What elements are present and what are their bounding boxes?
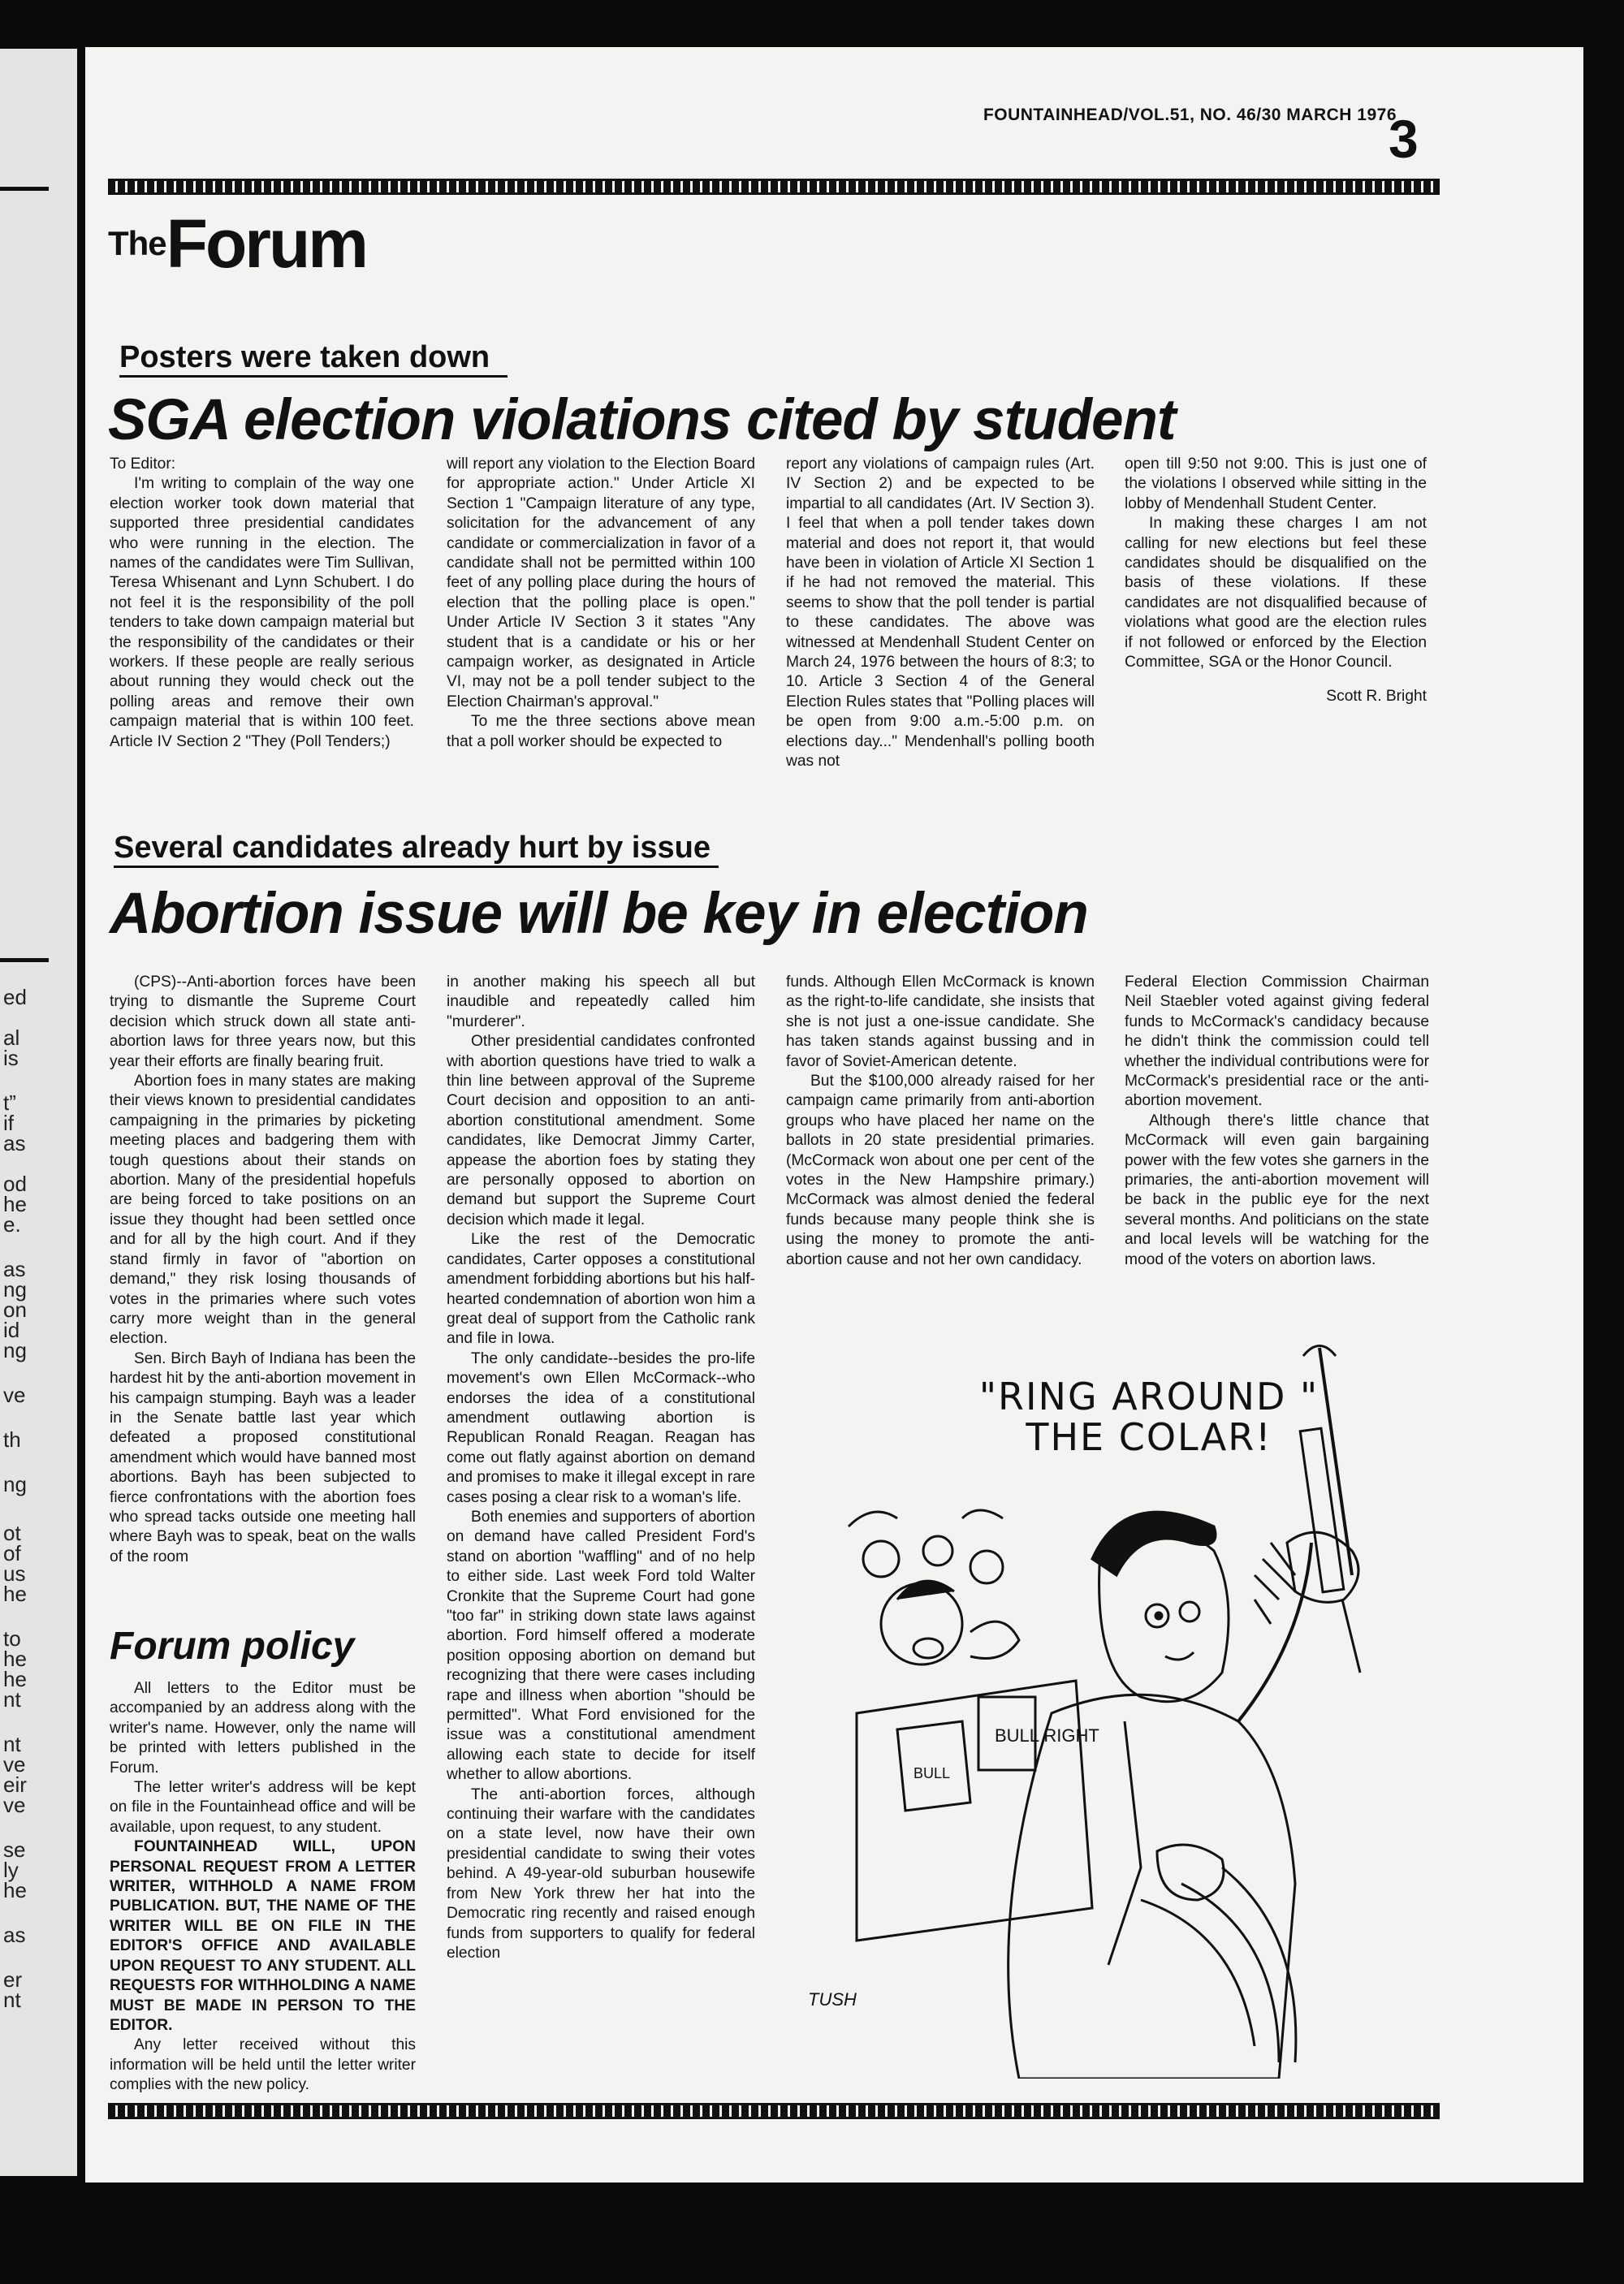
paragraph: In making these charges I am not calling for new elections but feel these candidates should be disqualified on the basis of these violations. If these candidates are not disqualified because of violations what good are the election rules if not followed or enforced by the Election Committee, SGA or the Honor Council. [1125,515,1427,671]
article1-headline: SGA election violations cited by student [108,388,1176,452]
prev-page-text-fragment: ng [3,1338,27,1362]
cartoon-sign-text: BULL RIGHT [995,1725,1099,1746]
masthead-the: The [108,224,166,262]
article2-col1 [110,973,416,1567]
prev-page-text-fragment: he [3,1667,27,1691]
prev-page-text-fragment: se [3,1837,26,1862]
paragraph: To me the three sections above mean that a poll worker should be expected to [447,713,755,750]
prev-page-text-fragment: is [3,1046,19,1070]
prev-page-text-fragment: nt [3,1988,21,2012]
prev-page-text-fragment: he [3,1192,27,1216]
cartoon-caption-line2: THE COLAR! [1026,1415,1272,1459]
policy-paragraph: Any letter received without this information will be held until the letter writer complies with the new policy. [110,2036,416,2094]
prev-page-text-fragment: al [3,1025,20,1050]
prev-page-text-fragment: to [3,1626,21,1651]
article1-col3 [786,455,1095,772]
prev-page-text-fragment: if [3,1111,14,1135]
prev-page-text-fragment: id [3,1318,20,1342]
paragraph: I'm writing to complain of the way one election worker took down material that supported three presidential candidates who were running in the election. The names of the candidates were Tim Sullivan, Teresa Whisenant and Lynn Schubert. I do not feel it is the responsibility of the poll tenders to take down campaign material but the responsibility of the candidates or their workers. If these people are really serious about running they would check out the polling areas and remove their own campaign material that is within 100 feet. Article IV Section 2 "They (Poll Tenders;) [110,475,414,750]
folio-line: FOUNTAINHEAD/VOL.51, NO. 46/30 MARCH 1976 [983,106,1397,124]
article1-kicker-underline [119,375,508,378]
prev-page-text-fragment: nt [3,1687,21,1712]
prev-page-text-fragment: ve [3,1383,26,1407]
prev-page-text-fragment: he [3,1582,27,1606]
cartoon-caption [938,1376,1360,1457]
page-number: 3 [1389,109,1419,169]
prev-page-text-fragment: as [3,1923,26,1947]
article2-kicker-underline [114,866,719,868]
prev-page-text-fragment: er [3,1967,23,1992]
prev-page-text-fragment: nt [3,1732,21,1756]
forum-masthead [108,203,366,284]
prev-page-text-fragment: us [3,1561,26,1586]
paragraph: report any violations of campaign rules (Art. IV Section 2) and be expected to be impartial to all candidates (Art. IV Section 3). I feel that when a poll tender takes down material and does not report it, that would have been in violation of Article XI Section 1 if he had not removed the material. This seems to show that the poll tender is partial to these candidates. The above was witnessed at Mendenhall Student Center on March 24, 1976 between the hours of 8:3; to 10. Article 3 Section 4 of the General Election Rules states that "Polling places will be open from 9:00 a.m.-5:00 p.m. on elections day..." Mendenhall's polling booth was not [786,456,1095,771]
prev-page-rule [0,187,49,191]
previous-page-edge [0,49,77,2176]
paragraph: funds. Although Ellen McCormack is known as the right-to-life candidate, she insists that she is not just a one-issue candidate. She has taken stands against bussing and in favor of Soviet-American detente. [786,974,1095,1070]
article1-col1 [110,455,414,752]
paragraph: To Editor: [110,456,176,473]
prev-page-text-fragment: ve [3,1752,26,1777]
article2-headline: Abortion issue will be key in election [110,882,1088,946]
paragraph: Both enemies and supporters of abortion on demand have called President Ford's stand on abortion "waffling" and of no help to either side. Last week Ford told Walter Cronkite that the Supreme Court had gone "too far" in striking down state laws against abortion. Ford himself offered a moderate position opposing abortion on demand but recognizing that there were cases including rape and illness when abortion "should be permitted". What Ford envisioned for the issue was a constitutional amendment allowing each state to decide for itself whether to allow abortions. [447,1508,755,1784]
paragraph: Like the rest of the Democratic candidates, Carter opposes a constitutional amendment forbidding abortions but his half-hearted condemnation of abortion won him a great deal of support from the Catholic rank and file in Iowa. [447,1231,755,1348]
prev-page-text-fragment: t” [3,1090,16,1115]
prev-page-text-fragment: he [3,1647,27,1671]
prev-page-text-fragment: ot [3,1521,21,1545]
prev-page-text-fragment: e. [3,1212,21,1237]
paragraph: open till 9:50 not 9:00. This is just one of the violations I observed while sitting in the lobby of Mendenhall Student Center. [1125,456,1427,512]
article2-col2 [447,973,755,1963]
paragraph: (CPS)--Anti-abortion forces have been trying to dismantle the Supreme Court decision which struck down all state anti-abortion laws for three years now, but this year their efforts are finally bearing fruit. [110,974,416,1070]
cartoon-poster-text: BULL [914,1765,951,1781]
paragraph: The anti-abortion forces, although continuing their warfare with the candidates on a state level, now have their own presidential candidate to swing their votes behind. A 49-year-old suburban housewife from New York threw her hat into the Democratic ring recently and raised enough funds from supporters to qualify for federal election [447,1785,755,1962]
article2-col4 [1125,973,1429,1270]
policy-paragraph: All letters to the Editor must be accompanied by an address along with the writer's name. However, only the name will be printed with letters published in the Forum. [110,1680,416,1777]
policy-paragraph: The letter writer's address will be kept on file in the Fountainhead office and will be available, upon request, to any student. [110,1779,416,1836]
forum-policy-title: Forum policy [110,1625,355,1668]
prev-page-text-fragment: as [3,1257,26,1281]
cartoon-caption-line1: "RING AROUND " [978,1375,1320,1418]
prev-page-rule [0,958,49,962]
paragraph: Sen. Birch Bayh of Indiana has been the hardest hit by the anti-abortion movement in his campaign stumping. Bayh was a leader in the Senate battle last year which defeated a proposed constitutional amendment which would have banned most abortions. Bayh has been subjected to fierce confrontations with the abortion foes who spread tacks outside one meeting hall where Bayh was to speak, beat on the walls of the room [110,1349,416,1565]
paragraph: Federal Election Commission Chairman Neil Staebler voted against giving federal funds to McCormack's candidacy because he didn't think the commission could tell whether the individual contributions were for McCormack's presidential race or the anti-abortion movement. [1125,974,1429,1110]
forum-policy-body [110,1679,416,2096]
prev-page-text-fragment: of [3,1541,21,1565]
letter-signature: Scott R. Bright [1326,688,1427,706]
bottom-rule [108,2103,1440,2119]
paragraph: in another making his speech all but inaudible and repeatedly called him "murderer". [447,974,755,1030]
prev-page-text-fragment: ng [3,1472,27,1496]
paragraph: Abortion foes in many states are making their views known to presidential candidates campaigning in the primaries by picketing meeting places and badgering them with tough questions about their stands on abortion. Many of the presidential hopefuls are being forced to take positions on an issue they thought had been settled once and for all by the high court. And if they stand firmly in favor of "abortion on demand," they risk losing thousands of votes in the primaries where such votes carry more weight than in the general election. [110,1073,416,1348]
prev-page-text-fragment: ly [3,1858,19,1882]
cartoon-artist-signature: TUSH [808,1989,857,2010]
article1-col2 [447,455,755,752]
prev-page-text-fragment: ve [3,1793,26,1817]
article1-col4 [1125,455,1427,707]
article1-kicker: Posters were taken down [119,340,490,374]
paragraph: Other presidential candidates confronted with abortion questions have tried to walk a thin line between approval of the Supreme Court decision and opposition to an anti-abortion constitutional amendment. Some candidates, like Democrat Jimmy Carter, appease the abortion foes by stating they are personally opposed to abortion on demand but support the Supreme Court decision which made it legal. [447,1033,755,1228]
prev-page-text-fragment: od [3,1172,27,1196]
prev-page-text-fragment: eir [3,1772,27,1797]
article2-kicker: Several candidates already hurt by issue [114,831,711,865]
masthead-forum: Forum [166,205,366,282]
paragraph: But the $100,000 already raised for her campaign came primarily from anti-abortion groups who have placed her name on the ballots in 20 state presidential primaries. (McCormack won about one per cent of the votes in the New Hampshire primary.) McCormack was almost denied the federal funds because many people think she is using the money to promote the anti-abortion cause and not her own candidacy. [786,1073,1095,1268]
prev-page-text-fragment: as [3,1131,26,1155]
paragraph: will report any violation to the Election Board for appropriate action." Under Article XI Section 1 "Campaign literature of any type, solicitation for the advancement of any candidate or commercialization in favor of a candidate shall not be permitted within 100 feet of any polling place during the hours of election that the polling place is open." Under Article IV Section 3 it states "Any student that is a candidate or his or her campaign worker, as designated in Article VI, may not be a poll tender subject to the Election Chairman's approval." [447,456,755,710]
paragraph: The only candidate--besides the pro-life movement's own Ellen McCormack--who endorses the idea of a constitutional amendment outlawing abortion is Republican Ronald Reagan. Reagan has come out flatly against abortion on demand and promises to make it illegal except in rare cases posing a clear risk to a woman's life. [447,1349,755,1506]
prev-page-text-fragment: th [3,1427,21,1452]
prev-page-text-fragment: ng [3,1277,27,1302]
prev-page-text-fragment: on [3,1297,27,1322]
paragraph: Although there's little chance that McCormack will even gain bargaining power with the few votes she garners in the primaries, the anti-abortion movement will be back in the public eye for the next several months. And politicians on the state and local levels will be watching for the mood of the voters on abortion laws. [1125,1112,1429,1268]
prev-page-text-fragment: ed [3,985,27,1009]
prev-page-text-fragment: he [3,1878,27,1902]
article2-col3 [786,973,1095,1270]
top-rule [108,179,1440,195]
policy-caps-notice: FOUNTAINHEAD WILL, UPON PERSONAL REQUEST FROM A LETTER WRITER, WITHHOLD A NAME FROM PUBLICATION. BUT, THE NAME OF THE WRITER WILL BE ON FILE IN THE EDITOR'S OFFICE AND AVAILABLE UPON REQUEST TO ANY STUDENT. ALL REQUESTS FOR WITHHOLDING A NAME MUST BE MADE IN PERSON TO THE EDITOR. [110,1838,416,2034]
